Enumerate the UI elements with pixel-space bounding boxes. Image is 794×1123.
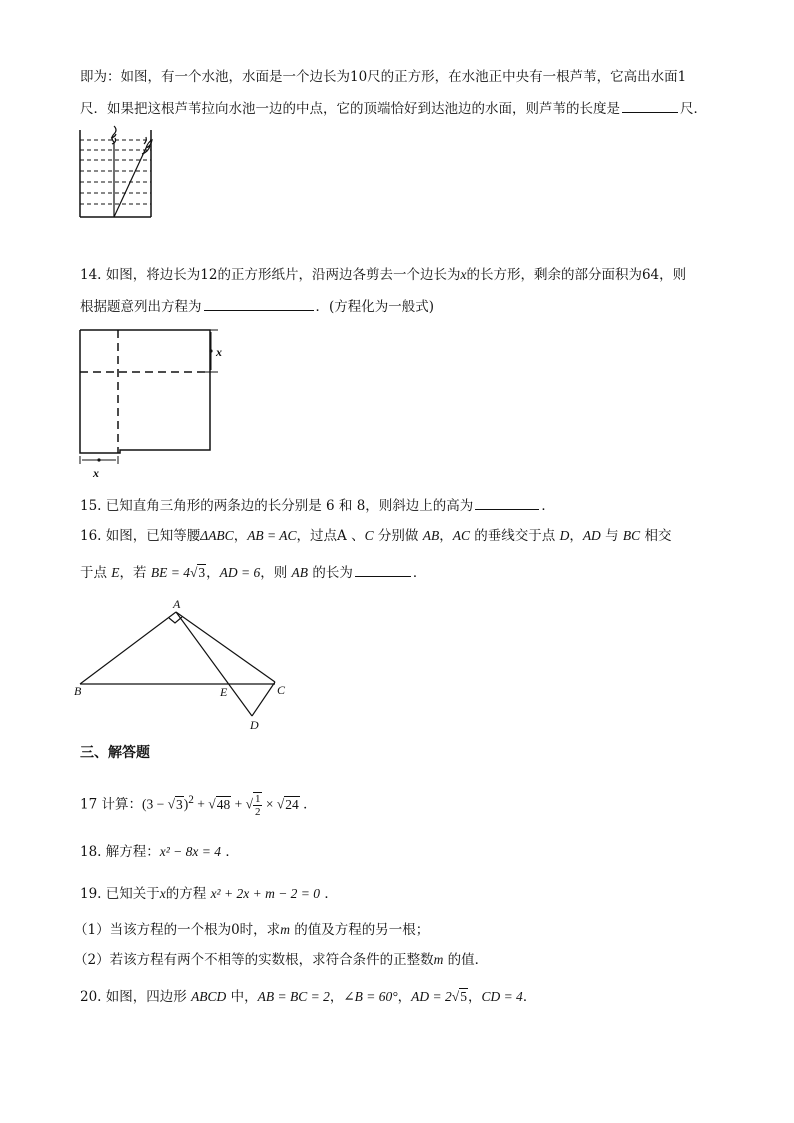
q19-p2b: 的值． (443, 952, 489, 968)
q15-answer-blank[interactable] (475, 495, 539, 510)
q17-p4: + (231, 796, 246, 812)
q16-sqrt3: 3 (198, 565, 206, 580)
q16-ab-eq-ac: AB = AC (247, 528, 297, 543)
label-d: D (250, 718, 259, 732)
q19-p1b: 的值及方程的另一根； (289, 922, 430, 938)
q16-t9: 相交 (640, 528, 672, 544)
q13-text-2b: 尺． (680, 101, 707, 117)
q19-part-2 (74, 950, 488, 970)
q19-part-1 (74, 920, 429, 940)
q16-point-d: D (559, 528, 570, 543)
q17-frac-den: 2 (254, 806, 261, 819)
q14-text-1a: 14. 如图，将边长为12的正方形纸片，沿两边各剪去一个边长为 (80, 267, 461, 283)
q15-line (80, 495, 555, 516)
q18-lead: 18. 解方程： (80, 844, 160, 860)
q16-be: BE = 4 (150, 565, 190, 580)
q16-t14: 的长为 (308, 565, 353, 581)
q15-text-a: 15. 已知直角三角形的两条边的长分别是 6 和 8，则斜边上的高为 (80, 498, 474, 514)
q19-p1a: （1）当该方程的一个根为0时，求 (74, 922, 281, 938)
q13-text-1: 即为：如图，有一个水池，水面是一个边长为10尺的正方形，在水池正中央有一根芦苇，它高出水面1 (80, 69, 687, 85)
q16-t5: ， (439, 528, 453, 544)
q19-var-m: m (280, 922, 290, 937)
q19-t3: ． (320, 886, 338, 902)
q16-ab-2: AB (291, 565, 309, 580)
q16-ac: AC (452, 528, 470, 543)
q17-line: 17 计算：$(3 - √3)^2 + √48$ + √ $\frac{1}{2}$ × √24 ． (80, 793, 317, 819)
q16-t11: ，若 (119, 565, 151, 581)
q16-answer-blank[interactable] (355, 562, 411, 577)
reed-top-upright (111, 126, 116, 144)
q17-p2: ) (183, 796, 189, 812)
q20-ab-bc: AB = BC = 2 (257, 989, 330, 1004)
q19-p2a: （2）若该方程有两个不相等的实数根，求符合条件的正整数 (74, 952, 434, 968)
q16-t8: 与 (600, 528, 623, 544)
q20-t1: 20. 如图，四边形 (80, 989, 192, 1005)
q16-t2: ， (233, 528, 248, 544)
q17-frac-num: 1 (254, 793, 261, 806)
x-label-right: x (216, 345, 222, 359)
q19-t2: 的方程 (165, 886, 211, 902)
x-dot-bottom (97, 458, 100, 461)
q20-cd: CD = 4 (481, 989, 523, 1004)
q15-text-b: ． (541, 498, 555, 514)
q20-t2: 中， (226, 989, 258, 1005)
q20-angle-b: ∠B = 60° (343, 989, 398, 1004)
q16-triangle: ΔABC (200, 528, 234, 543)
q16-line-2: 于点 E，若 BE = 4√3，AD = 6，则 AB 的长为 ． (80, 562, 426, 583)
q16-t15: ． (412, 565, 427, 581)
q17-sqrt48: 48 (216, 796, 231, 812)
q20-t5: ， (467, 989, 482, 1005)
segment-ad (176, 612, 252, 716)
q17-sqrt24: 24 (285, 796, 299, 812)
label-c: C (277, 683, 286, 697)
x-label-bottom: x (93, 466, 99, 480)
q16-line-1 (80, 526, 671, 546)
segment-ac (176, 612, 275, 682)
q17-end: ． (299, 796, 317, 812)
label-a: A (173, 597, 181, 611)
q16-t12: ， (206, 565, 220, 581)
q14-text-2a: 根据题意列出方程为 (80, 299, 202, 315)
q14-var-x: x (460, 267, 467, 282)
remaining-paper-outline (80, 330, 210, 453)
q19-t1: 19. 已知关于 (80, 886, 160, 902)
q16-t10: 于点 (80, 565, 112, 581)
q17-lead: 17 计算： (80, 796, 142, 813)
q13-line-1 (80, 67, 686, 87)
q14-line-2 (80, 296, 434, 317)
segment-ab (80, 612, 176, 684)
q16-bc: BC (622, 528, 641, 543)
q16-point-e: E (111, 565, 120, 580)
q19-var-m2: m (433, 952, 444, 967)
q20-abcd: ABCD (191, 989, 227, 1004)
x-dot-right (209, 349, 212, 352)
q17-sqrt3: 3 (176, 796, 183, 812)
q14-square-figure (78, 328, 228, 480)
segment-cd (252, 682, 275, 716)
section-3-title-text: 三、解答题 (80, 745, 150, 761)
q20-end: ． (522, 989, 537, 1005)
q16-ad-6: AD = 6 (219, 565, 261, 580)
label-e: E (220, 685, 228, 699)
q19-var-x: x (159, 886, 166, 901)
section-3-title (80, 743, 150, 763)
q16-ad: AD (582, 528, 601, 543)
q16-t6: 的垂线交于点 (469, 528, 560, 544)
q14-text-2b: ．(方程化为一般式) (315, 299, 435, 315)
q19-line (80, 884, 338, 904)
q17-p3: + (193, 796, 209, 812)
q13-answer-blank[interactable] (622, 98, 678, 113)
q16-t7: ， (569, 528, 583, 544)
q20-sqrt5: 5 (460, 989, 467, 1004)
q13-pool-figure (78, 128, 158, 220)
q20-t4: ， (397, 989, 412, 1005)
q17-p5: × (262, 796, 277, 812)
q16-point-c: C (364, 528, 374, 543)
q17-p1: (3 − (141, 796, 168, 812)
q19-equation: x² + 2x + m − 2 = 0 (210, 886, 321, 901)
q14-line-1 (80, 265, 686, 285)
q13-text-2a: 尺．如果把这根芦苇拉向水池一边的中点，它的顶端恰好到达池边的水面，则芦苇的长度是 (80, 101, 620, 117)
q20-t3: ， (329, 989, 344, 1005)
q18-end: ． (221, 844, 239, 860)
label-b: B (74, 684, 82, 698)
q16-ab: AB (422, 528, 440, 543)
q14-answer-blank[interactable] (204, 296, 314, 311)
q16-t1: 16. 如图，已知等腰 (80, 528, 201, 544)
right-angle-mark (169, 617, 182, 623)
q16-t13: ，则 (260, 565, 292, 581)
q20-line: 20. 如图，四边形 ABCD 中，AB = BC = 2，∠B = 60°，AD = 2√5，CD = 4． (80, 989, 537, 1005)
q16-t3: ，过点A 、 (296, 528, 365, 544)
q14-text-1b: 的长方形，剩余的部分面积为64，则 (466, 267, 687, 283)
q18-line (80, 842, 239, 862)
q18-equation: x² − 8x = 4 (159, 844, 222, 859)
q16-triangle-figure (70, 596, 300, 736)
q16-t4: 分别做 (373, 528, 423, 544)
q20-ad: AD = 2 (411, 989, 452, 1004)
q13-line-2 (80, 98, 707, 119)
q17-square: 2 (188, 794, 194, 806)
